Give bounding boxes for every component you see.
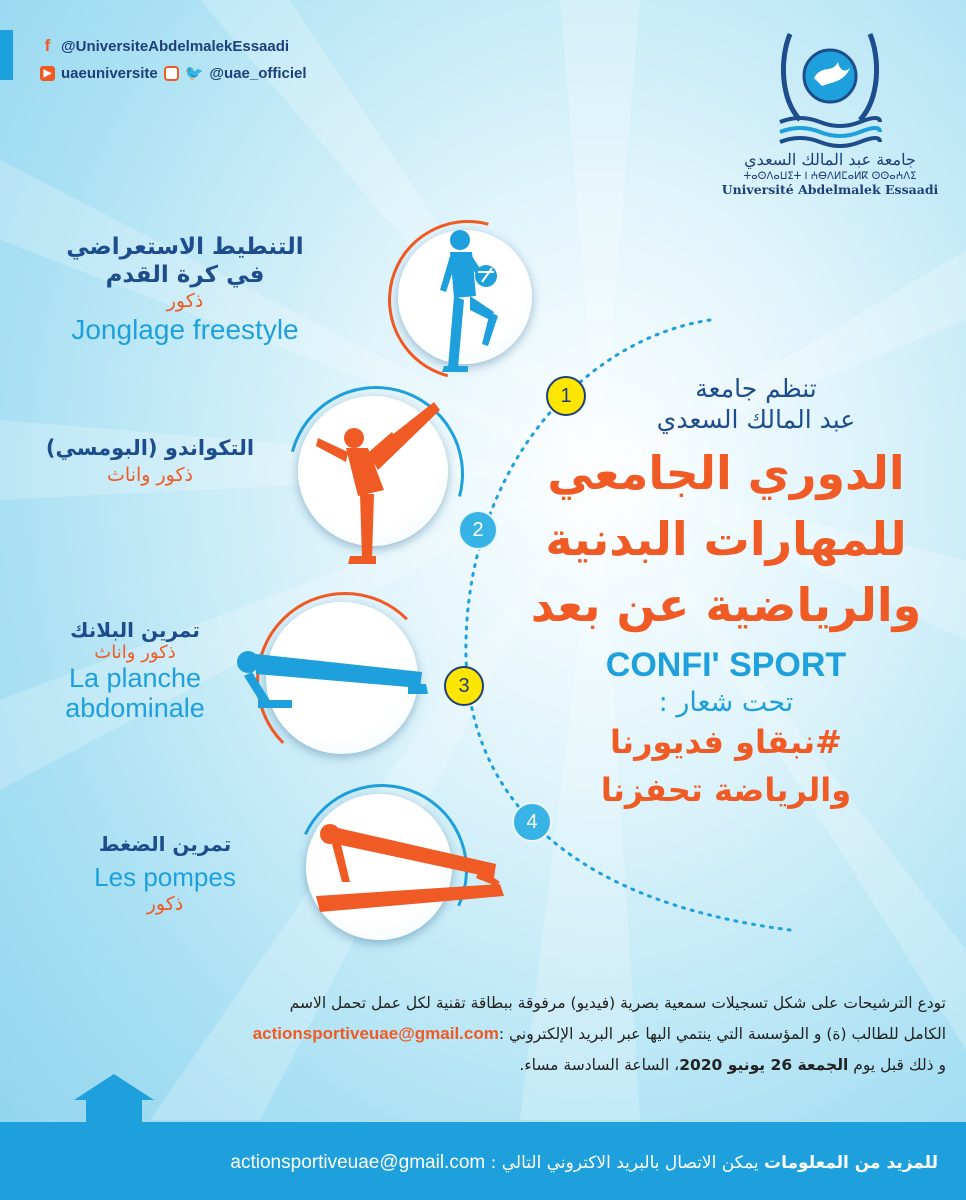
footer-bar [0, 1122, 966, 1200]
footer-text [230, 1152, 938, 1174]
details-line3-pre: و ذلك قبل يوم [853, 1056, 946, 1074]
activity-2-labels [20, 436, 280, 486]
slogan-line2: والرياضة تحفزنا [600, 771, 852, 809]
event-name: CONFI' SPORT [605, 646, 847, 684]
title-line1: الدوري الجامعي [547, 446, 905, 500]
details-line1: تودع الترشيحات على شكل تسجيلات سمعية بصرية (فيديو) مرفوقة ببطاقة تقنية لكل عمل تحمل الاسم [289, 994, 946, 1012]
footer-instruction: يمكن الاتصال بالبريد الاكتروني التالي : [490, 1153, 759, 1173]
activity-1-gender: ذكور [166, 290, 204, 312]
facebook-handle[interactable]: @UniversiteAbdelmalekEssaadi [61, 37, 290, 55]
details-block [16, 994, 946, 1074]
details-line3-post: ، الساعة السادسة مساء. [519, 1056, 680, 1074]
facebook-icon: f [44, 36, 51, 55]
activity-3-title-fr-line2: abdominale [65, 693, 205, 723]
details-line2 [16, 1024, 946, 1044]
activity-2-gender: ذكور واناث [107, 464, 193, 486]
activity-3-title: تمرين البلانك [70, 618, 200, 642]
footer-bold: للمزيد من المعلومات [764, 1153, 938, 1173]
activity-3-gender: ذكور واناث [94, 642, 176, 663]
activity-4-title: تمرين الضغط [98, 832, 232, 856]
logo-name-tifinagh: ⵜⴰⵙⴷⴰⵡⵉⵜ ⵏ ⵄⴱⴷⵍⵎⴰⵍⴽ ⵙⵙⴰⵄⴷⵉ [743, 171, 917, 182]
step-3-badge: 3 [444, 666, 484, 706]
logo-name-fr: Université Abdelmalek Essaadi [721, 182, 939, 197]
details-line2-text: الكامل للطالب (ة) و المؤسسة التي ينتمي اليها عبر البريد الإلكتروني : [498, 1025, 946, 1043]
activity-4-title-fr: Les pompes [94, 862, 236, 892]
activity-3-labels [30, 618, 240, 723]
step-2-badge: 2 [458, 510, 498, 550]
step-4-badge: 4 [512, 802, 552, 842]
taekwondo-kick-icon [306, 398, 446, 568]
organizer-line1: تنظم جامعة [695, 374, 817, 403]
activity-1-labels [30, 234, 340, 346]
title-line3: والرياضية عن بعد [530, 578, 922, 632]
step-1-badge: 1 [546, 376, 586, 416]
slogan-label: تحت شعار : [658, 687, 794, 718]
footer-email-link[interactable]: actionsportiveuae@gmail.com [230, 1152, 486, 1173]
twitter-handle[interactable]: @uae_officiel [209, 64, 307, 82]
title-line2: للمهارات البدنية [545, 512, 907, 566]
activity-4-labels [60, 832, 270, 915]
youtube-handle[interactable]: uaeuniversite [61, 64, 158, 82]
activity-1-title-line2: في كرة القدم [105, 262, 265, 288]
home-icon[interactable] [74, 1074, 154, 1126]
details-line3 [16, 1056, 946, 1074]
logo-name-ar: جامعة عبد المالك السعدي [744, 150, 916, 169]
activity-1-title-fr: Jonglage freestyle [71, 314, 299, 345]
main-title-block [486, 374, 966, 814]
youtube-icon: ▶ [40, 66, 55, 81]
deadline-date: الجمعة 26 يونيو 2020 [679, 1056, 849, 1074]
activity-3-title-fr-line1: La planche [68, 663, 202, 693]
push-up-icon [300, 820, 520, 920]
submission-email-link[interactable]: actionsportiveuae@gmail.com [252, 1024, 499, 1043]
slogan-line1: #نبقاو فديورنا [610, 723, 842, 761]
activity-1-title: التنطيط الاستعراضي [66, 234, 304, 260]
activity-2-title: التكواندو (البومسي) [45, 436, 255, 460]
activity-4-gender: ذكور [146, 893, 184, 915]
football-juggling-icon [420, 226, 520, 376]
plank-exercise-icon [232, 646, 432, 716]
twitter-icon: 🐦 [184, 65, 204, 82]
organizer-line2: عبد المالك السعدي [656, 405, 856, 434]
